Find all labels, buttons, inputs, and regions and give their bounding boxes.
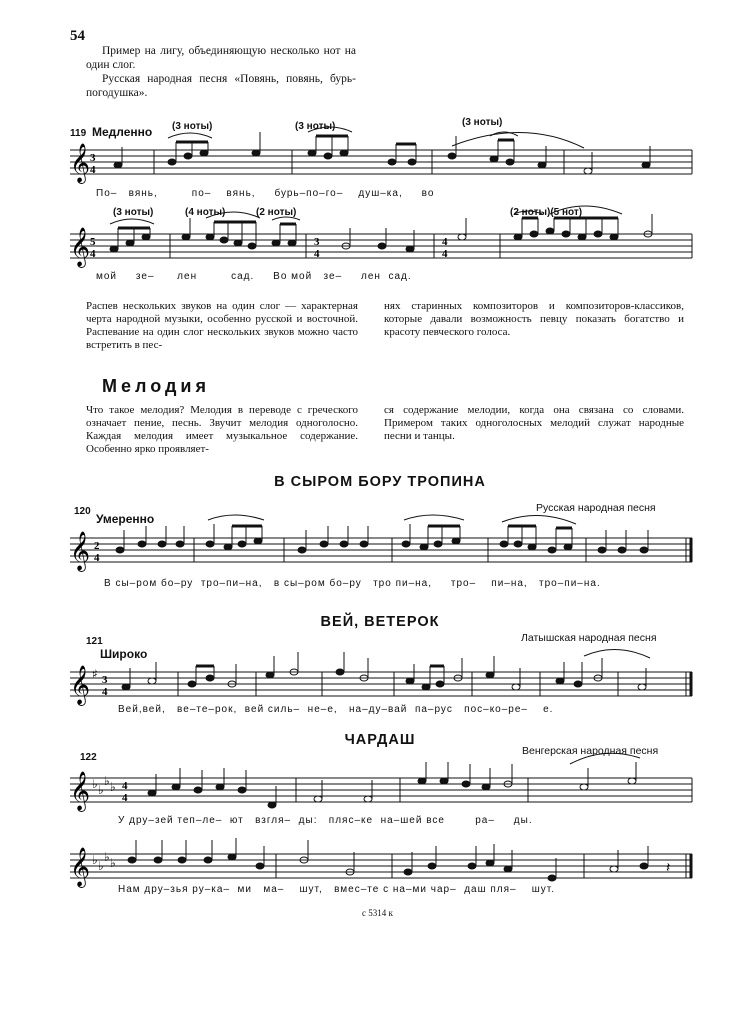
music-staff-120 — [64, 532, 696, 572]
example-number-120: 120 — [74, 506, 91, 517]
treble-clef-icon: 𝄞 — [70, 665, 91, 705]
treble-clef-icon: 𝄞 — [70, 143, 91, 183]
svg-text:4: 4 — [314, 248, 320, 260]
paragraph: ся содержание мелодии, когда она связана со словами. Примером таких одноголосных мелодий служат народные песни и танцы. — [384, 404, 684, 442]
music-staff-119-line2 — [64, 228, 696, 268]
note-group-label: (3 ноты) — [295, 121, 336, 132]
music-staff-119-line1 — [64, 144, 696, 188]
melody-text-left — [86, 404, 358, 456]
song-origin-122: Венгерская народная песня — [522, 745, 659, 757]
note-group-label: (3 ноты) — [113, 207, 154, 218]
text-block-right — [384, 300, 684, 339]
note-group-label: (2 ноты)(5 нот) — [510, 207, 583, 218]
lyrics-119-line1: По– вянь, по– вянь, бурь–по–го– душ–ка, во — [96, 188, 435, 199]
example-number-121: 121 — [86, 636, 103, 647]
treble-clef-icon: 𝄞 — [70, 847, 91, 887]
paragraph: Что такое мелодия? Мелодия в переводе с греческого означает пение, песнь. Звучит мелодия одноголосно. Каждая мелодия имеет музыкальное содержание. Особенно ярко проявляет- — [86, 404, 358, 455]
note-group-label: (2 ноты) — [256, 207, 297, 218]
svg-text:4: 4 — [90, 248, 96, 260]
lyrics-122-line2: Нам дру–зья ру–ка– ми ма– шут, вмес–те с на–ми чар– даш пля– шут. — [118, 884, 555, 895]
music-staff-121 — [64, 666, 696, 706]
song-title-120: В СЫРОМ БОРУ ТРОПИНА — [274, 474, 486, 490]
svg-text:2: 2 — [94, 540, 100, 552]
paragraph: Распев нескольких звуков на один слог — характерная черта народной музыки, особенно русской и восточной. Распевание на один слог нескольких звуков можно часто встретить в пес- — [86, 300, 358, 351]
svg-text:4: 4 — [122, 792, 128, 804]
tempo-marking-119: Медленно — [92, 125, 153, 139]
flat-icon: ♭ — [98, 783, 104, 797]
tempo-marking-120: Умеренно — [96, 512, 155, 526]
song-origin-121: Латышская народная песня — [521, 632, 657, 644]
music-staff-122-line2 — [64, 848, 696, 888]
flat-icon: ♭ — [110, 780, 116, 794]
note-group-label: (3 ноты) — [462, 117, 503, 128]
lyrics-120: В сы–ром бо–ру тро–пи–на, в сы–ром бо–ру тро пи–на, тро– пи–на, тро–пи–на. — [104, 578, 601, 589]
song-origin-120: Русская народная песня — [536, 502, 656, 514]
svg-text:4: 4 — [90, 164, 96, 176]
rest-icon: 𝄽 — [666, 860, 671, 876]
text-block-left — [86, 300, 358, 352]
paragraph: нях старинных композиторов и композиторов-классиков, которые давали возможность певцу показать богатство и красоту певческого голоса. — [384, 300, 684, 338]
svg-text:4: 4 — [442, 248, 448, 260]
footer-code: с 5314 к — [362, 908, 393, 918]
tempo-marking-121: Широко — [100, 647, 148, 661]
example-number-119: 119 — [70, 128, 87, 139]
intro-paragraph-2: Русская народная песня «Повянь, повянь, бурь-погодушка». — [86, 73, 356, 99]
svg-text:3: 3 — [102, 674, 108, 686]
flat-icon: ♭ — [98, 859, 104, 873]
section-heading-melody: Мелодия — [102, 376, 210, 396]
svg-text:4: 4 — [122, 780, 128, 792]
lyrics-119-line2: мой зе– лен сад. Во мой зе– лен сад. — [96, 271, 412, 282]
flat-icon: ♭ — [92, 777, 98, 791]
svg-text:5: 5 — [90, 236, 96, 248]
flat-icon: ♭ — [110, 856, 116, 870]
flat-icon: ♭ — [104, 850, 110, 864]
music-staff-122-line1 — [64, 772, 696, 812]
svg-text:3: 3 — [314, 236, 320, 248]
svg-text:3: 3 — [90, 152, 96, 164]
example-number-122: 122 — [80, 752, 97, 763]
note-group-label: (3 ноты) — [172, 121, 213, 132]
svg-text:4: 4 — [102, 686, 108, 698]
flat-icon: ♭ — [104, 774, 110, 788]
page-number: 54 — [70, 28, 85, 44]
lyrics-121: Вей,вей, ве–те–рок, вей силь– не–е, на–ду–вай па–рус пос–ко–ре– е. — [118, 704, 554, 715]
melody-text-right — [384, 404, 684, 443]
intro-paragraph-1: Пример на лигу, объединяющую несколько нот на один слог. — [86, 45, 356, 71]
sharp-icon: ♯ — [92, 667, 98, 681]
treble-clef-icon: 𝄞 — [70, 771, 91, 811]
treble-clef-icon: 𝄞 — [70, 531, 91, 571]
lyrics-122-line1: У дру–зей теп–ле– ют взгля– ды: пляс–ке на–шей все ра– ды. — [118, 815, 533, 826]
svg-text:4: 4 — [94, 552, 100, 564]
song-title-121: ВЕЙ, ВЕТЕРОК — [320, 614, 440, 630]
flat-icon: ♭ — [92, 853, 98, 867]
song-title-122: ЧАРДАШ — [344, 732, 416, 748]
treble-clef-icon: 𝄞 — [70, 227, 91, 267]
note-group-label: (4 ноты) — [185, 207, 226, 218]
svg-text:4: 4 — [442, 236, 448, 248]
intro-text — [86, 44, 356, 100]
